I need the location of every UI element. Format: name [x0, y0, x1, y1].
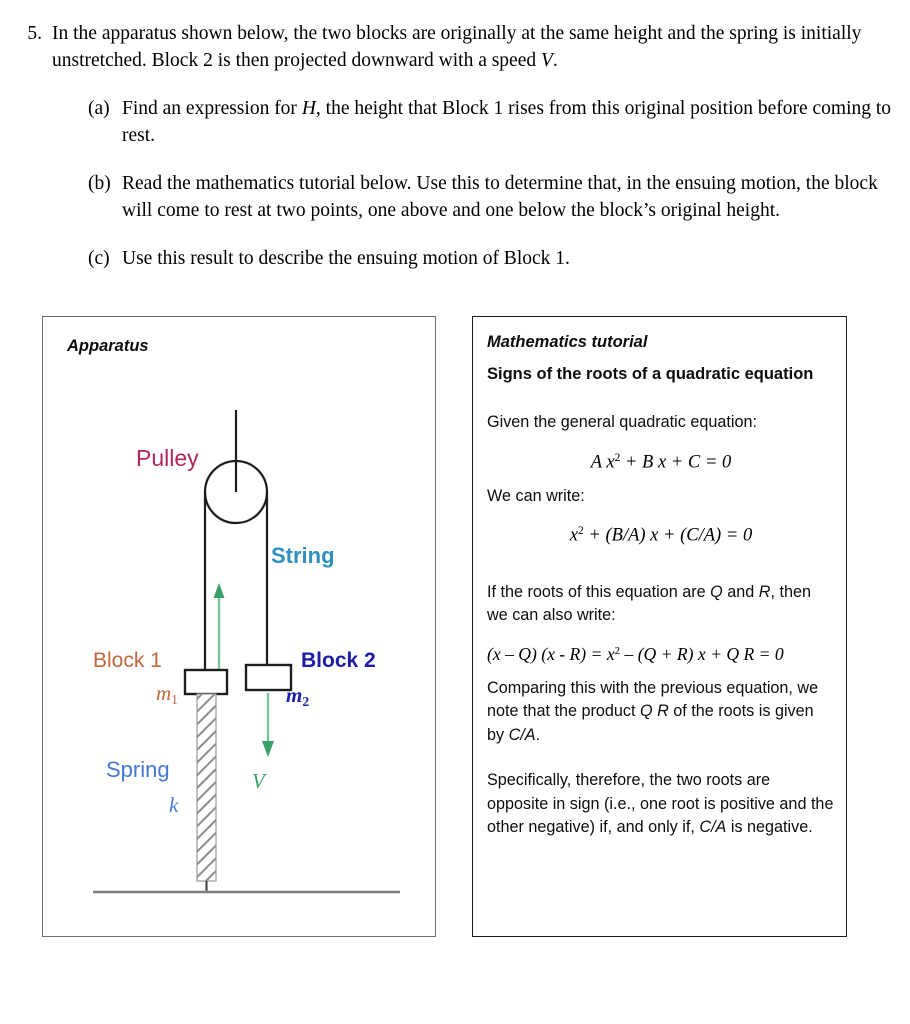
- subpart-c-label: (c): [88, 248, 110, 269]
- label-mass-1-subscript: 1: [171, 691, 178, 707]
- p4-text-2: of the roots is given by: [487, 702, 814, 744]
- tutorial-paragraph-5: [487, 769, 835, 840]
- subpart-a-text-2: , the height that Block 1 rises from this original position before coming to rest.: [122, 98, 892, 146]
- tutorial-equation-1: [487, 445, 835, 475]
- label-spring: Spring: [106, 757, 170, 782]
- block1-motion-arrow-head: [214, 583, 225, 598]
- tutorial-heading: Signs of the roots of a quadratic equation: [487, 365, 814, 383]
- problem-statement: [0, 0, 910, 272]
- label-spring-constant: k: [169, 793, 179, 817]
- subpart-a-text-1: Find an expression for: [122, 98, 302, 119]
- apparatus-diagram: [43, 317, 437, 938]
- mathematics-tutorial-panel: [472, 316, 847, 937]
- label-mass-2: [286, 683, 309, 710]
- block-2-body: [246, 665, 291, 690]
- subpart-b-label: (b): [88, 173, 111, 194]
- p3-text-comma: ,: [770, 582, 775, 601]
- subpart-a-symbol-h: H: [301, 98, 316, 119]
- p3-text-1: If the roots of this equation are: [487, 582, 711, 601]
- stem-symbol-v: V: [541, 50, 553, 71]
- label-block-2: Block 2: [301, 649, 376, 672]
- p3-symbol-q: Q: [710, 582, 723, 601]
- p5-text-2: is negative.: [726, 818, 813, 837]
- eq2-part-a: x: [569, 525, 579, 546]
- apparatus-panel: [42, 316, 436, 937]
- p4-symbol-qr: Q R: [640, 702, 669, 721]
- tutorial-paragraph-4: [487, 677, 835, 748]
- label-pulley: Pulley: [136, 445, 199, 471]
- p4-text-3: .: [535, 725, 541, 744]
- label-mass-2-subscript: 2: [302, 693, 310, 709]
- tutorial-paragraph-3: [487, 581, 835, 628]
- block-1-body: [185, 670, 227, 694]
- tutorial-spacer-2: [487, 747, 835, 769]
- eq1-exponent: 2: [614, 451, 621, 464]
- subpart-b-text: Read the mathematics tutorial below. Use this to determine that, in the ensuing motion, the block will come to rest at two points, one above and one below the block’s original height.: [122, 173, 878, 221]
- p5-text-1: Specifically, therefore, the two roots are opposite in sign (i.e., one root is positive and the other negative) if, and only if,: [487, 771, 834, 837]
- subpart-b: [0, 170, 910, 224]
- tutorial-equation-2: [487, 518, 835, 548]
- p3-text-and: and: [722, 582, 759, 601]
- eq3-part-b: – (Q + R) x + Q R = 0: [620, 643, 784, 664]
- p4-symbol-ca: C/A: [508, 725, 536, 744]
- tutorial-spacer-1: [487, 559, 835, 581]
- p3-text-2: then we can also write:: [487, 582, 811, 625]
- label-block-1: Block 1: [93, 649, 162, 672]
- spring-body: [197, 694, 216, 881]
- label-string: String: [271, 543, 335, 568]
- velocity-arrow-head: [262, 741, 274, 757]
- stem-text-2: .: [552, 50, 558, 71]
- p5-symbol-ca: C/A: [699, 818, 727, 837]
- label-mass-1: [156, 681, 178, 708]
- stem-text-1: In the apparatus shown below, the two blocks are originally at the same height and the spring is initially unstretched. Block 2 is then projected downward with a speed: [52, 23, 862, 71]
- eq2-exponent: 2: [578, 525, 584, 538]
- subpart-a: [0, 95, 910, 149]
- p3-symbol-r: R: [758, 582, 771, 601]
- question-stem-text: [52, 20, 910, 74]
- tutorial-paragraph-2: We can write:: [487, 486, 585, 505]
- tutorial-panel-title: Mathematics tutorial: [487, 333, 648, 351]
- tutorial-paragraph-1: Given the general quadratic equation:: [487, 413, 757, 431]
- eq2-part-b: + (B/A) x + (C/A) = 0: [583, 525, 753, 546]
- subpart-c-text: Use this result to describe the ensuing motion of Block 1.: [122, 248, 570, 269]
- label-mass-1-symbol: m: [156, 681, 172, 705]
- tutorial-equation-3: [487, 638, 835, 667]
- apparatus-panel-title: Apparatus: [67, 337, 149, 355]
- eq1-part-b: + B x + C = 0: [620, 451, 732, 472]
- subpart-a-text: [122, 95, 910, 149]
- eq3-exponent: 2: [614, 644, 621, 657]
- tutorial-content: [487, 363, 835, 840]
- subpart-a-label: (a): [88, 98, 110, 119]
- figure-panels: [0, 316, 910, 941]
- label-mass-2-symbol: m: [286, 683, 303, 707]
- eq3-part-a: (x – Q) (x - R) = x: [487, 643, 615, 664]
- label-velocity: V: [252, 769, 265, 793]
- question-stem: [0, 20, 910, 74]
- question-number: 5.: [27, 23, 42, 44]
- eq1-part-a: A x: [590, 451, 615, 472]
- subpart-c: [0, 245, 910, 272]
- p4-text-1: Comparing this with the previous equation, we note that the product: [487, 678, 819, 721]
